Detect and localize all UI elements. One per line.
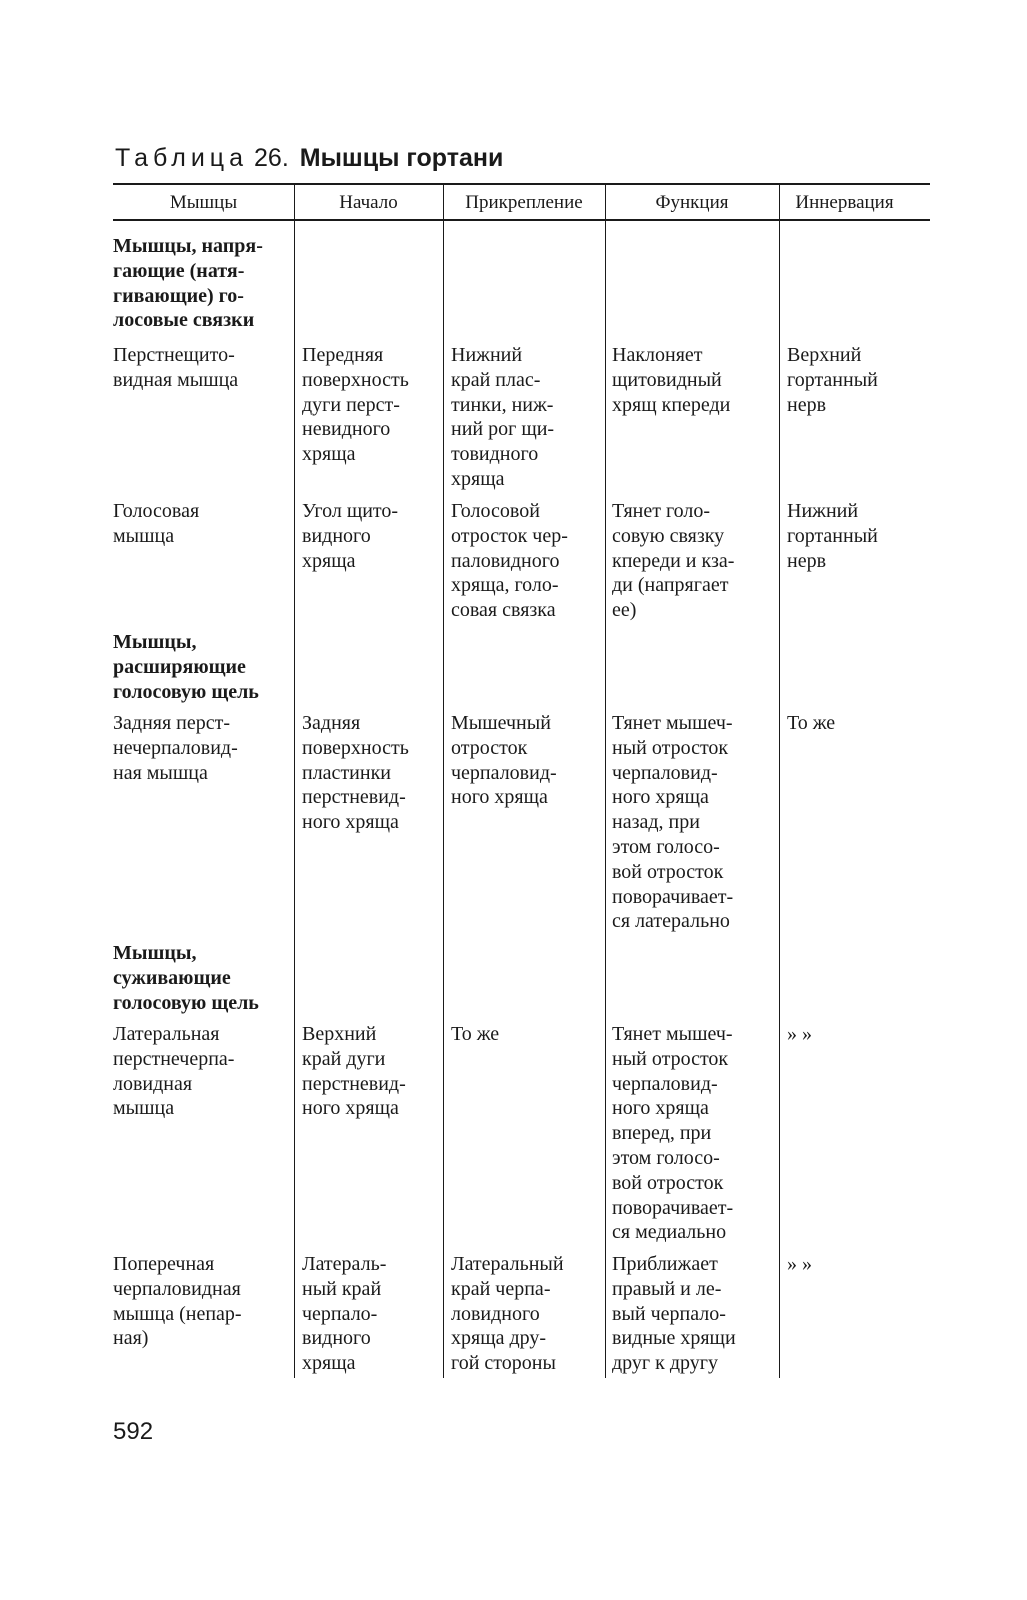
cell-origin: Передняя поверхность дуги перст- невидного хряща: [302, 344, 409, 466]
cell-function: Наклоняет щитовидный хрящ кпереди: [612, 344, 731, 416]
cell-muscle: Латеральная перстнечерпа- ловидная мышца: [113, 1023, 235, 1120]
cell-muscle: Задняя перст- нечерпаловид- ная мышца: [113, 712, 238, 784]
caption-label: Таблица: [115, 144, 249, 172]
cell-function: Тянет мышеч- ный отросток черпаловид- ного хряща вперед, при этом голосо- вой отросток поворачивает- ся медиально: [612, 1023, 734, 1244]
cell-insertion: То же: [451, 1023, 500, 1045]
cell-innervation: Нижний гортанный нерв: [787, 500, 878, 572]
column-divider: [605, 184, 606, 1378]
cell-innervation: » »: [787, 1023, 812, 1045]
cell-function: Тянет мышеч- ный отросток черпаловид- ного хряща назад, при этом голосо- вой отросток поворачивает- ся латерально: [612, 712, 734, 933]
cell-innervation: Верхний гортанный нерв: [787, 344, 878, 416]
header-insertion: Прикрепление: [465, 192, 583, 213]
group-heading: Мышцы, напря- гающие (натя- гивающие) го- лосовые связки: [113, 235, 263, 332]
header-function: Функция: [655, 192, 729, 213]
cell-function: Приближает правый и ле- вый черпало- видные хрящи друг к другу: [612, 1253, 736, 1375]
cell-muscle: Перстнещито- видная мышца: [113, 344, 239, 391]
column-divider: [443, 184, 444, 1378]
column-divider: [294, 184, 295, 1378]
group-heading: Мышцы, суживающие голосовую щель: [113, 942, 259, 1014]
caption-number: 26.: [254, 144, 289, 172]
cell-innervation: То же: [787, 712, 836, 734]
cell-origin: Угол щито- видного хряща: [302, 500, 399, 572]
cell-insertion: Латеральный край черпа- ловидного хряща дру- гой стороны: [451, 1253, 564, 1375]
table-top-rule: [113, 183, 930, 185]
caption-title: Мышцы гортани: [299, 144, 504, 172]
header-origin: Начало: [339, 192, 398, 213]
cell-innervation: » »: [787, 1253, 812, 1275]
cell-origin: Задняя поверхность пластинки перстневид- ного хряща: [302, 712, 409, 834]
column-divider: [779, 184, 780, 1378]
cell-muscle: Поперечная черпаловидная мышца (непар- ная): [113, 1253, 242, 1350]
cell-function: Тянет голо- совую связку кпереди и кза- ди (напрягает ее): [612, 500, 735, 622]
table-caption: [115, 144, 503, 173]
group-heading: Мышцы, расширяющие голосовую щель: [113, 631, 259, 703]
cell-insertion: Мышечный отросток черпаловид- ного хряща: [451, 712, 557, 809]
header-muscles: Мышцы: [169, 192, 238, 213]
cell-insertion: Нижний край плас- тинки, ниж- ний рог щи- товидного хряща: [451, 344, 555, 490]
header-innervation: Иннервация: [795, 192, 894, 213]
cell-origin: Верхний край дуги перстневид- ного хряща: [302, 1023, 406, 1120]
cell-origin: Латераль- ный край черпало- видного хряща: [302, 1253, 387, 1375]
page-number: 592: [113, 1418, 154, 1445]
cell-muscle: Голосовая мышца: [113, 500, 200, 547]
cell-insertion: Голосовой отросток чер- паловидного хряща, голо- совая связка: [451, 500, 568, 622]
